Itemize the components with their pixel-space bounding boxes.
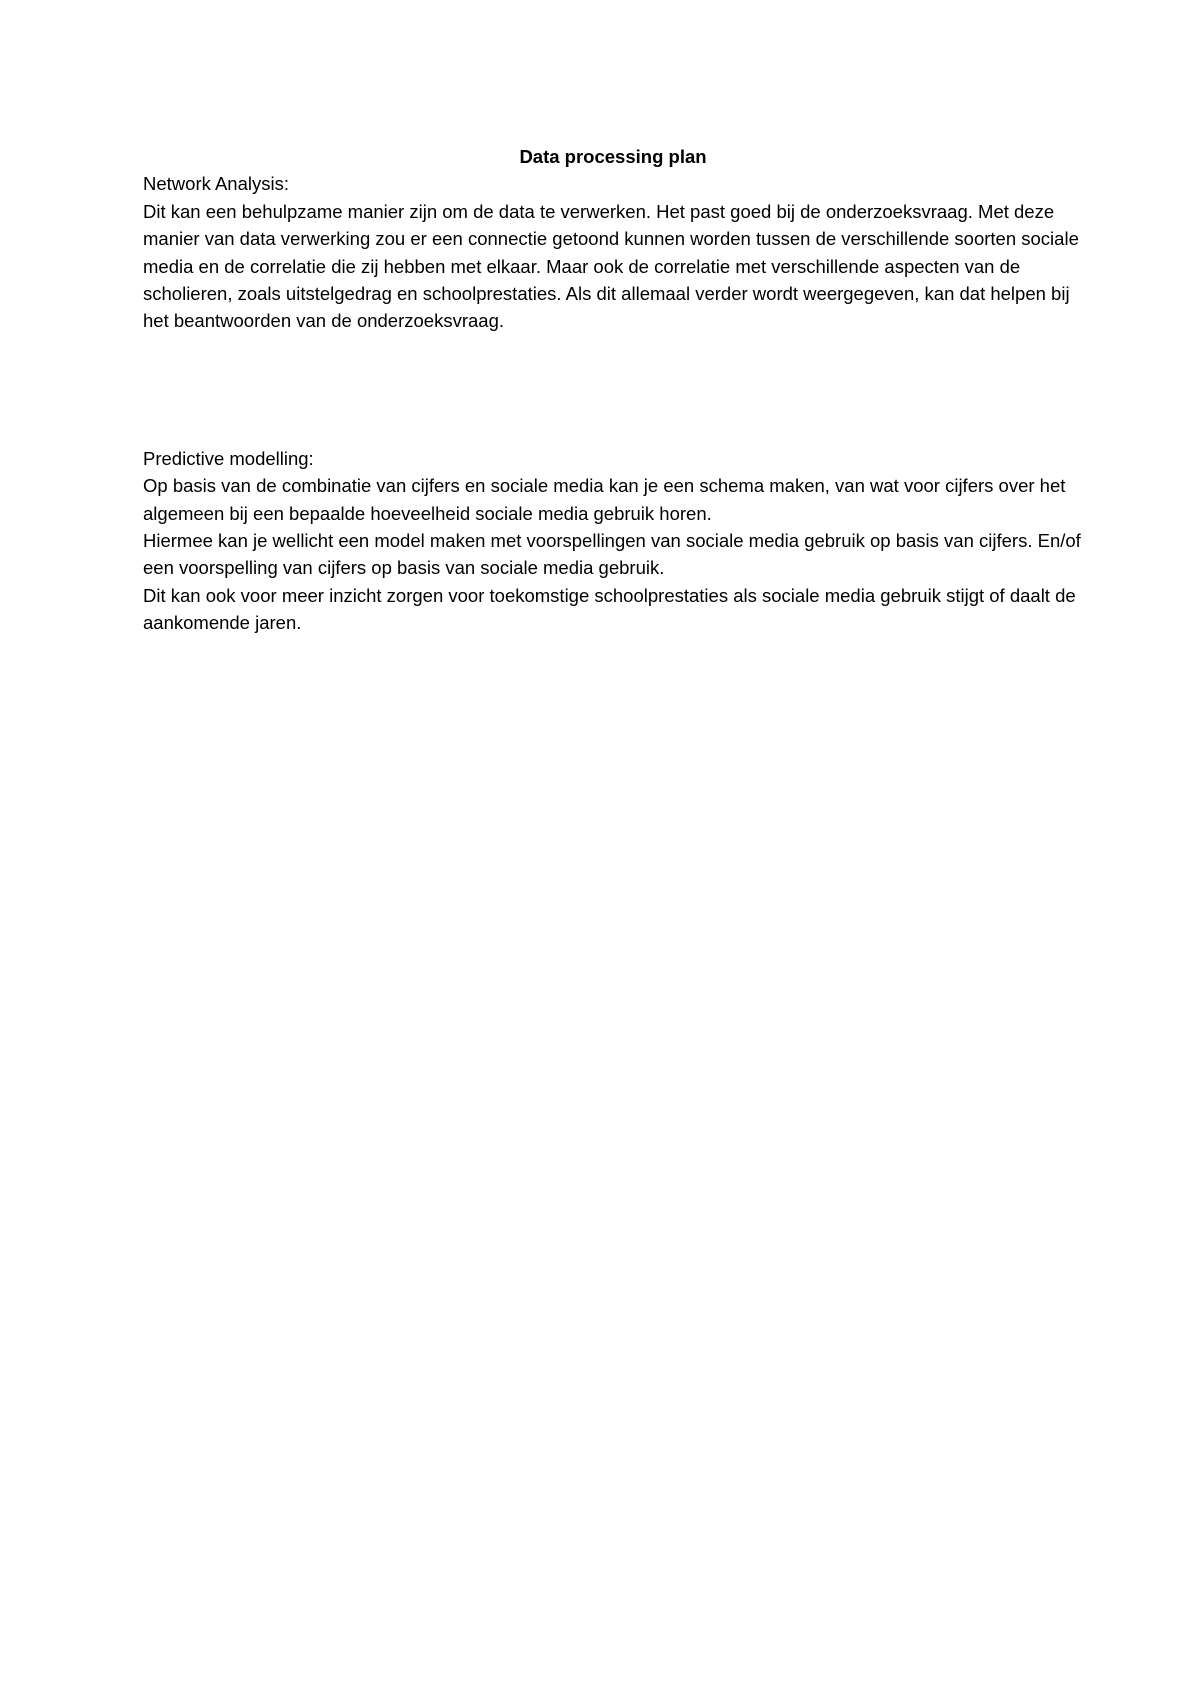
section-predictive-modelling [143, 445, 1083, 637]
paragraph: Op basis van de combinatie van cijfers en sociale media kan je een schema maken, van wat voor cijfers over het algemeen bij een bepaalde hoeveelheid sociale media gebruik horen. [143, 475, 1066, 524]
paragraph: Dit kan een behulpzame manier zijn om de data te verwerken. Het past goed bij de onderzoeksvraag. Met deze manier van data verwerking zou er een connectie getoond kunnen worden tussen de verschillende soorten sociale media en de correlatie die zij hebben met elkaar. Maar ook de correlatie met verschillende aspecten van de scholieren, zoals uitstelgedrag en schoolprestaties. Als dit allemaal verder wordt weergegeven, kan dat helpen bij het beantwoorden van de onderzoeksvraag. [143, 200, 1079, 332]
section-network-analysis [143, 170, 1083, 334]
section-heading: Predictive modelling: [143, 447, 314, 469]
document-body [143, 143, 1083, 637]
section-spacer [143, 335, 1083, 445]
paragraph: Dit kan ook voor meer inzicht zorgen voor toekomstige schoolprestaties als sociale media gebruik stijgt of daalt de aankomende jaren. [143, 584, 1076, 634]
paragraph: Hiermee kan je wellicht een model maken met voorspellingen van sociale media gebruik op basis van cijfers. En/of een voorspelling van cijfers op basis van sociale media gebruik. [143, 530, 1081, 579]
section-heading: Network Analysis: [143, 173, 289, 195]
document-title: Data processing plan [519, 146, 707, 167]
